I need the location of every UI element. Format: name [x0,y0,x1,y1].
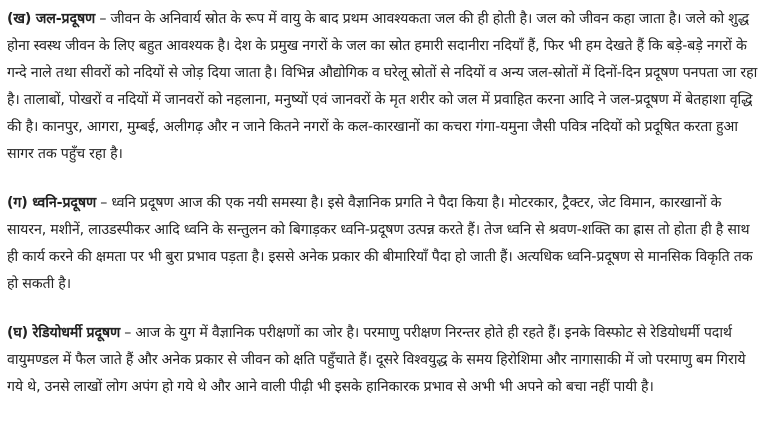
section-heading: (ख) जल-प्रदूषण [7,11,96,27]
section-water-pollution [7,6,759,168]
section-radioactive-pollution [7,320,759,401]
section-separator: – [120,325,136,341]
section-separator: – [95,11,111,27]
section-body: जीवन के अनिवार्य स्रोत के रूप में वायु के बाद प्रथम आवश्यकता जल की ही होती है। जल को जीवन कहा जाता है। जले को शुद्ध होना स्वस्थ जीवन के लिए बहुत आवश्यक है। देश के प्रमुख नगरों के जल का स्रोत हमारी सदानीरा नदियाँ हैं, फिर भी हम देखते हैं कि बड़े-बड़े नगरों के गन्दे नाले तथा सीवरों को नदियों से जोड़ दिया जाता है। विभिन्न औद्योगिक व घरेलू स्रोतों से नदियों व अन्य जल-स्रोतों में दिनों-दिन प्रदूषण पनपता जा रहा है। तालाबों, पोखरों व नदियों में जानवरों को नहलाना, मनुष्यों एवं जानवरों के मृत शरीर को जल में प्रवाहित करना आदि ने जल-प्रदूषण में बेतहाशा वृद्धि की है। कानपुर, आगरा, मुम्बई, अलीगढ़ और न जाने कितने नगरों के कल-कारखानों का कचरा गंगा-यमुना जैसी पवित्र नदियों को प्रदूषित करता हुआ सागर तक पहुँच रहा है। [7,11,758,162]
section-heading: (ग) ध्वनि-प्रदूषण [7,195,97,211]
section-noise-pollution [7,190,759,298]
section-heading: (घ) रेडियोधर्मी प्रदूषण [7,325,121,341]
section-body: आज के युग में वैज्ञानिक परीक्षणों का जोर है। परमाणु परीक्षण निरन्तर होते ही रहते हैं। इनके विस्फोट से रेडियोधर्मी पदार्थ वायुमण्डल में फैल जाते हैं और अनेक प्रकार से जीवन को क्षति पहुँचाते हैं। दूसरे विश्वयुद्ध के समय हिरोशिमा और नागासाकी में जो परमाणु बम गिराये गये थे, उनसे लाखों लोग अपंग हो गये थे और आने वाली पीढ़ी भी इसके हानिकारक प्रभाव से अभी भी अपने को बचा नहीं पायी है। [7,325,746,395]
section-separator: – [96,195,112,211]
section-body: ध्वनि प्रदूषण आज की एक नयी समस्या है। इसे वैज्ञानिक प्रगति ने पैदा किया है। मोटरकार, ट्रैक्टर, जेट विमान, कारखानों के सायरन, मशीनें, लाउडस्पीकर आदि ध्वनि के सन्तुलन को बिगाड़कर ध्वनि-प्रदूषण उत्पन्न करते हैं। तेज ध्वनि से श्रवण-शक्ति का ह्रास तो होता ही है साथ ही कार्य करने की क्षमता पर भी बुरा प्रभाव पड़ता है। इससे अनेक प्रकार की बीमारियाँ पैदा हो जाती हैं। अत्यधिक ध्वनि-प्रदूषण से मानसिक विकृति तक हो सकती है। [7,195,753,292]
